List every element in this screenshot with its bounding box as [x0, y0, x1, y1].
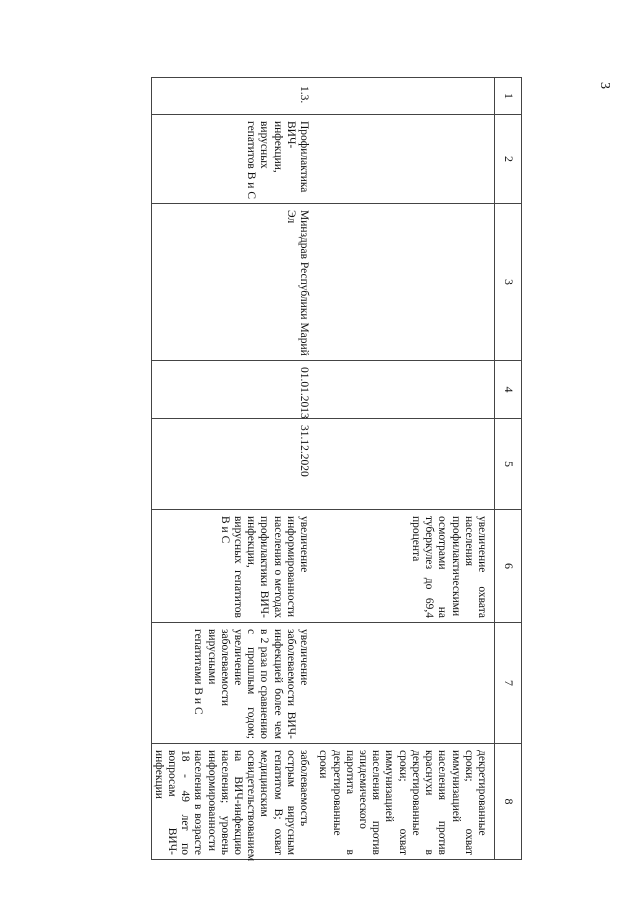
col-header: 5: [495, 419, 522, 510]
cell-indicators-continued: [316, 744, 494, 860]
col-header: 6: [495, 510, 522, 623]
cell-empty: [316, 115, 494, 204]
cell-consequences: [151, 623, 316, 744]
table-row-continued: [316, 78, 494, 860]
row-number: 1.3.: [298, 86, 311, 104]
cell-indicators: [151, 744, 316, 860]
cell-start: [151, 361, 316, 419]
end-date: 31.12.2020: [298, 425, 311, 477]
cell-empty: [316, 419, 494, 510]
table-row-1-3: [151, 78, 316, 860]
result-text: увеличение охвата населения профилактическими осмотрами на туберкулез до 69,4 процента: [409, 516, 488, 618]
start-date: 01.01.2013: [298, 367, 311, 419]
cell-result: [151, 510, 316, 623]
cell-end: [151, 419, 316, 510]
indicators-text: заболеваемость острым вирусным гепатитом В; охват медицинским освидетельствованием на ВИЧ-инфекцию населения; уровень информированности населения в возрасте 18 - 49 лет по вопросам ВИЧ-инфекции: [152, 750, 311, 862]
col-header: 8: [495, 744, 522, 860]
cell-name: [151, 115, 316, 204]
page-number: 3: [597, 82, 612, 89]
col-header: 7: [495, 623, 522, 744]
col-header: 4: [495, 361, 522, 419]
col-header: 3: [495, 204, 522, 361]
header-row: [495, 78, 522, 860]
cell-number: [151, 78, 316, 115]
consequences-text: увеличение заболеваемости ВИЧ-инфекцией более чем в 2 раза по сравнению с прошлым годом; увеличение заболеваемости вирусными гепатитами В и С: [192, 629, 311, 739]
cell-empty: [316, 361, 494, 419]
executor-text: Минздрав Республики Марий Эл: [284, 210, 311, 356]
col-header: 2: [495, 115, 522, 204]
indicators-text: декретированные сроки; охват иммунизацией населения против краснухи в декретированные сроки; охват иммунизацией населения против эпидемического паротита в декретированные сроки: [317, 750, 488, 855]
cell-empty: [316, 204, 494, 361]
col-header: 1: [495, 78, 522, 115]
cell-empty: [316, 78, 494, 115]
measures-table: [151, 77, 522, 860]
cell-empty: [316, 623, 494, 744]
cell-result-continued: [316, 510, 494, 623]
cell-executor: [151, 204, 316, 361]
measure-name: Профилактика ВИЧ-инфекции, вирусных гепатитов В и С: [245, 121, 311, 199]
result-text: увеличение информированности населения о методах профилактики ВИЧ-инфекции, вирусных гепатитов В и С: [218, 516, 311, 618]
